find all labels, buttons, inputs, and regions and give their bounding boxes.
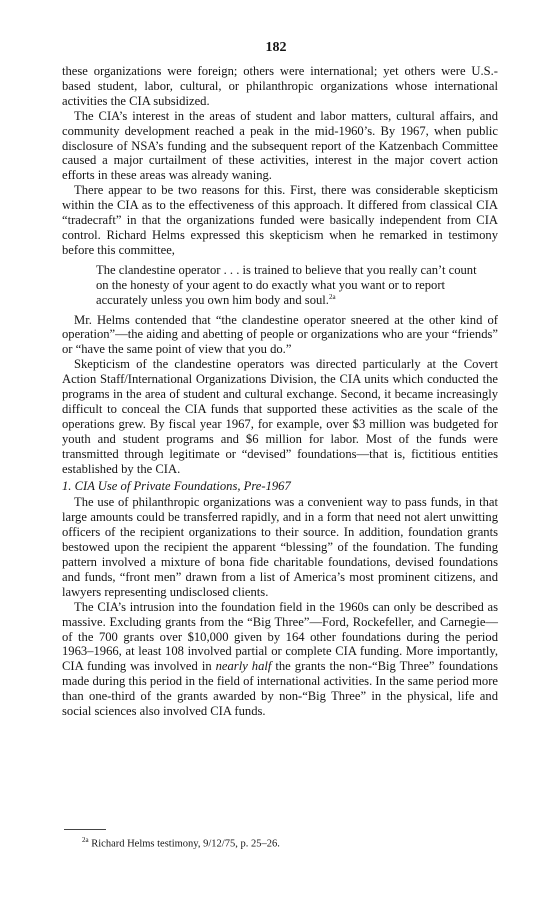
- paragraph-4: Mr. Helms contended that “the clandestine operator sneered at the other kind of operation”—the aiding and abetting of people or organizations who are your “friends” or “have the same point of view that you do.”: [62, 312, 498, 357]
- footnote-rule: [64, 829, 106, 830]
- footnote-text: Richard Helms testimony, 9/12/75, p. 25–26.: [91, 838, 280, 850]
- paragraph-3: There appear to be two reasons for this. First, there was considerable skepticism within the CIA as to the effectiveness of this approach. It differed from classical CIA “tradecraft” in that the organizations funded were basically independent from CIA control. Richard Helms expressed this skepticism when he remarked in testimony before this committee,: [62, 183, 498, 257]
- footnote-reference: 2a: [328, 292, 336, 301]
- footnote: [82, 834, 280, 851]
- paragraph-6: The use of philanthropic organizations was a convenient way to pass funds, in that large amounts could be transferred rapidly, and in a form that need not alert unwitting officers of the recipient organizations to their source. In addition, foundation grants bestowed upon the recipient the apparent “blessing” of the foundation. The funding pattern involved a mixture of bona fide charitable foundations, devised foundations and funds, “front men” drawn from a list of America’s most prominent citizens, and lawyers representing undisclosed clients.: [62, 495, 498, 599]
- page-number: 182: [265, 40, 287, 55]
- block-quote: [96, 263, 486, 308]
- paragraph-7-part-b: the grants the non-“Big Three” foundations made during this period in the field of international activities. In the same period more than one-third of the grants awarded by non-“Big Three” in the physical, life and social sciences also involved CIA funds.: [62, 659, 498, 719]
- emphasis-nearly-half: nearly half: [215, 659, 272, 674]
- paragraph-7: [62, 600, 498, 719]
- paragraph-2: The CIA’s interest in the areas of student and labor matters, cultural affairs, and community development reached a peak in the mid-1960’s. By 1967, when public disclosure of NSA’s funding and the subsequent report of the Katzenbach Committee caused a major curtailment of these activities, interest in the major covert action efforts in these areas was already waning.: [62, 108, 498, 183]
- page-body: [62, 64, 498, 719]
- paragraph-5: Skepticism of the clandestine operators was directed particularly at the Covert Action Staff/International Organizations Division, the CIA units which conducted the programs in the area of student and cultural exchange. Second, it became increasingly difficult to conceal the CIA funds that supported these activities as the scale of the operations grew. By fiscal year 1967, for example, over $3 million was budgeted for youth and student programs and $6 million for labor. Most of the funds were transmitted through legitimate or “devised” foundations—that is, fictitious entities established by the CIA.: [62, 357, 498, 476]
- quote-text: The clandestine operator . . . is trained to believe that you really can’t count on the honesty of your agent to do exactly what you want or to report accurately unless you own him body and soul.: [96, 262, 477, 307]
- footnote-mark: 2a: [82, 836, 89, 844]
- paragraph-1: these organizations were foreign; others were international; yet others were U.S.-based student, labor, cultural, or philanthropic organizations whose international activities the CIA subsidized.: [62, 64, 498, 108]
- paragraph-7-part-a: The CIA’s intrusion into the foundation field in the 1960s can only be described as massive. Excluding grants from the “Big Three”—Ford, Rockefeller, and Carnegie—of the 700 grants over $10,000 given by 164 other foundations during the period 1963–1966, at least 108 involved partial or complete CIA funding. More importantly, CIA funding was involved in: [62, 599, 498, 674]
- section-heading: 1. CIA Use of Private Foundations, Pre-1967: [62, 479, 291, 494]
